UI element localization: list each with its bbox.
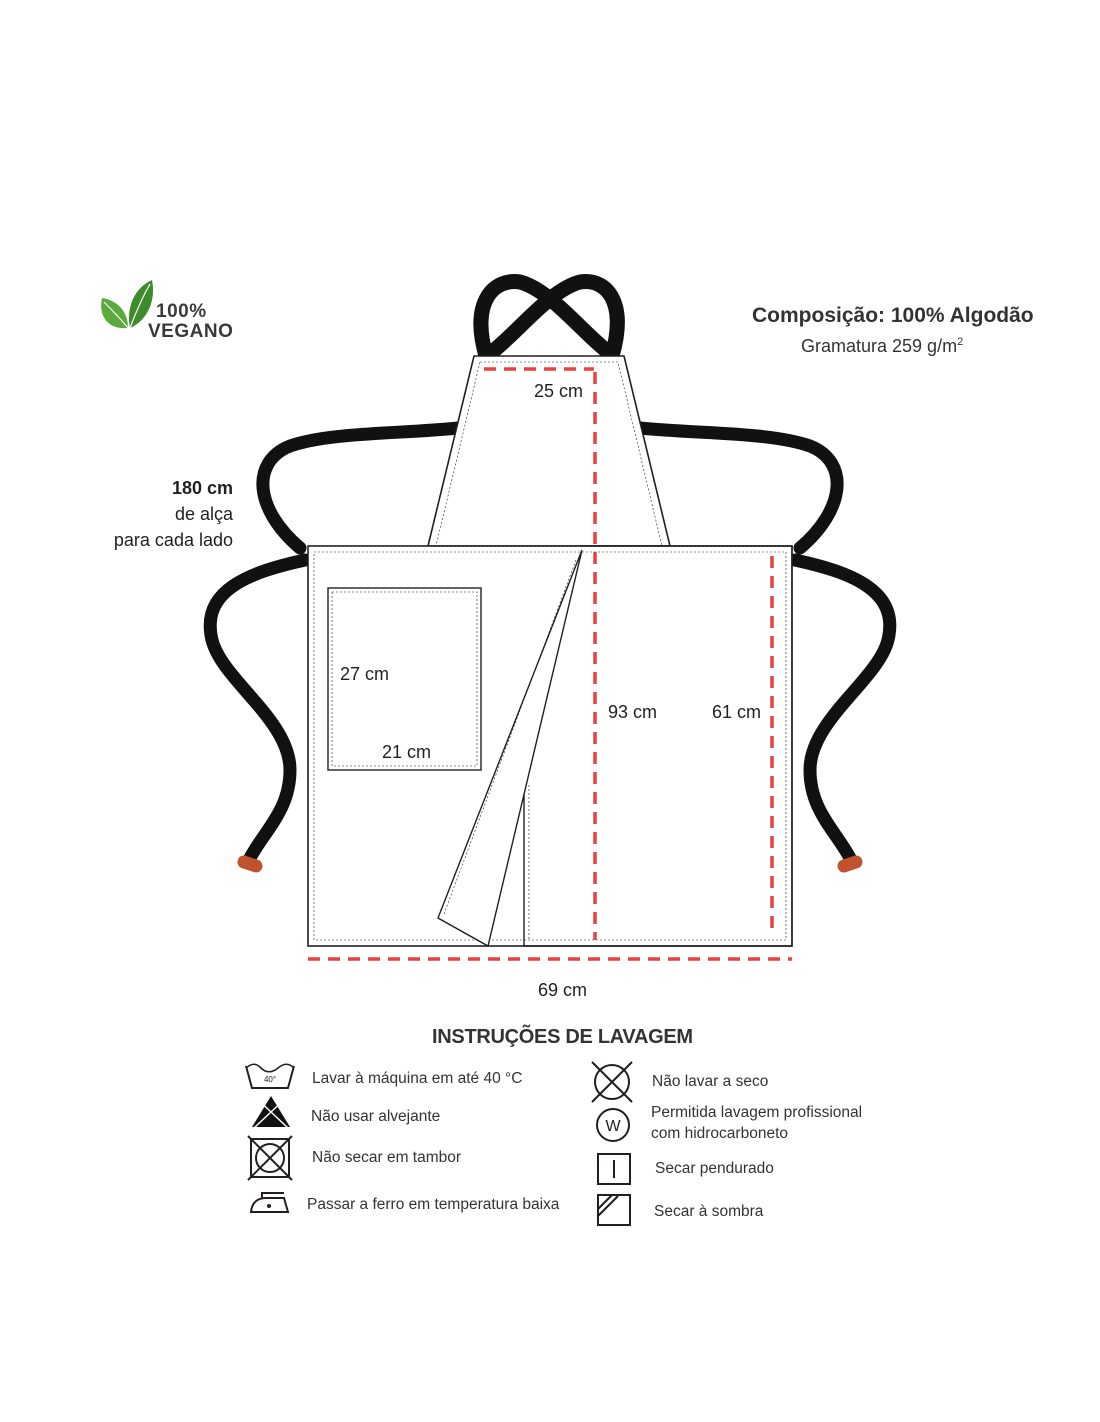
- composition-title: Composição: 100% Algodão: [752, 304, 1034, 327]
- line-dry-icon: [596, 1152, 632, 1186]
- wash-text-8: Secar à sombra: [654, 1203, 764, 1220]
- strap-line3: para cada lado: [113, 530, 233, 550]
- wash-text-6-line2: com hidrocarboneto: [651, 1125, 788, 1142]
- no-dry-clean-icon: [588, 1058, 636, 1106]
- width-label: 69 cm: [538, 980, 588, 1000]
- skirt-height-label: 61 cm: [712, 702, 762, 722]
- pocket-width-label: 21 cm: [382, 742, 432, 762]
- professional-wet-clean-icon: [594, 1106, 632, 1144]
- wash-text-3: Não secar em tambor: [312, 1149, 462, 1166]
- wash-text-6-line1: Permitida lavagem profissional: [651, 1104, 863, 1121]
- wet-clean-symbol: W: [605, 1118, 621, 1135]
- wash-text-4: Passar a ferro em temperatura baixa: [307, 1196, 560, 1213]
- strap-line2: de alça: [174, 504, 233, 524]
- iron-low-icon: [248, 1190, 290, 1216]
- right-strap-tip: [844, 862, 856, 866]
- strap-length: 180 cm: [171, 478, 233, 498]
- wash-40-icon: [244, 1062, 296, 1092]
- vegan-badge: [98, 278, 248, 342]
- wash-text-2: Não usar alvejante: [311, 1108, 441, 1125]
- pocket-height-label: 27 cm: [340, 664, 390, 684]
- wash-text-5: Não lavar a seco: [652, 1073, 769, 1090]
- dry-in-shade-icon: [596, 1193, 632, 1227]
- washing-title: INSTRUÇÕES DE LAVAGEM: [432, 1026, 693, 1048]
- strap-label: [53, 475, 233, 553]
- composition-weight: Gramatura 259 $g/m^2$: [801, 336, 964, 356]
- total-height-label: 93 cm: [608, 702, 658, 722]
- no-tumble-dry-icon: [246, 1134, 294, 1182]
- wash-temp-symbol: 40°: [263, 1075, 277, 1084]
- neck-strap: [481, 282, 617, 356]
- wash-text-7: Secar pendurado: [655, 1160, 774, 1177]
- no-bleach-icon: [250, 1094, 292, 1130]
- left-strap-tip: [244, 862, 256, 866]
- bib-width-label: 25 cm: [534, 381, 584, 401]
- wash-text-1: Lavar à máquina em até 40 °C: [312, 1070, 523, 1087]
- vegan-line1: 100%: [156, 301, 207, 322]
- vegan-line2: VEGANO: [148, 321, 234, 342]
- wash-text-6: [651, 1102, 862, 1144]
